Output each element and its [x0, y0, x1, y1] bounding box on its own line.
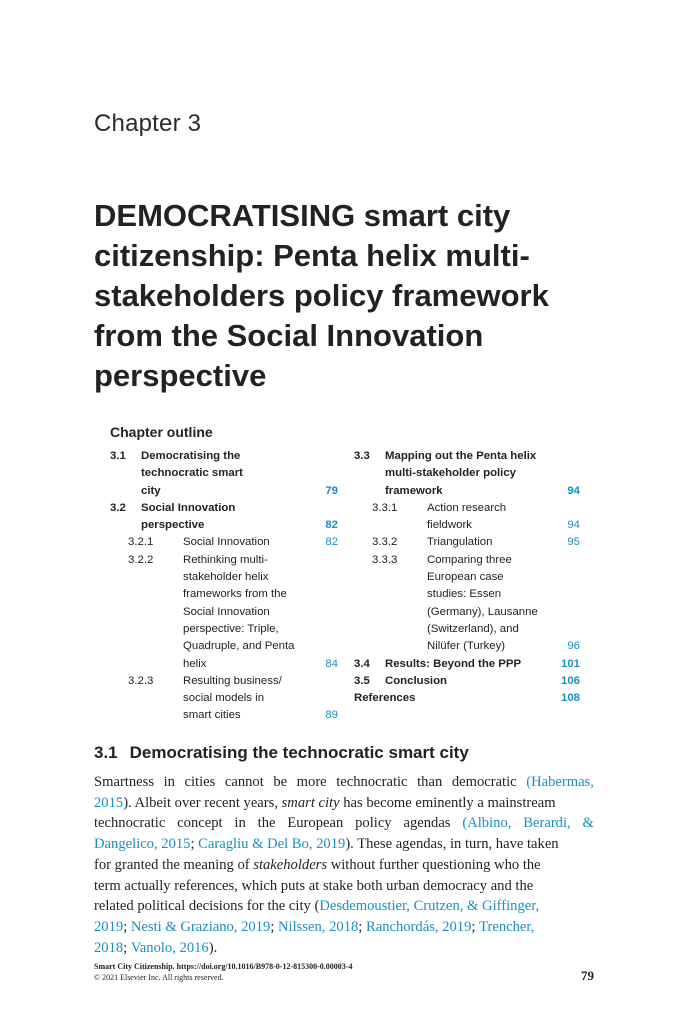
- toc-entry[interactable]: [354, 673, 580, 690]
- citation-link[interactable]: (Habermas,: [526, 774, 594, 790]
- toc-entry-number: 3.2: [110, 501, 126, 514]
- text-line: [94, 896, 594, 917]
- toc-entry[interactable]: [110, 500, 338, 535]
- citation-link[interactable]: 2019: [94, 918, 124, 935]
- word: Smartness: [94, 774, 154, 790]
- chapter-label: Chapter 3: [94, 110, 202, 137]
- toc-entry-number: 3.3: [354, 450, 370, 462]
- text-line: [94, 917, 594, 938]
- citation-link[interactable]: Caragliu & Del Bo, 2019: [198, 836, 346, 853]
- toc-entry-text: Triangulation: [427, 536, 493, 549]
- text-line: [94, 855, 594, 876]
- chapter-title-line: DEMOCRATISING smart city: [94, 198, 511, 233]
- text-span: ). These agendas, in turn, have taken: [345, 836, 559, 853]
- word: concept: [177, 815, 223, 832]
- toc-entry-text: Social Innovation: [183, 536, 270, 549]
- emphasis: smart city: [281, 794, 340, 811]
- outline-heading: Chapter outline: [110, 424, 213, 440]
- page-number: 79: [581, 968, 594, 983]
- text-span: ;: [471, 918, 480, 935]
- toc-entry-text: References: [354, 692, 416, 705]
- toc-entry-text: Resulting business/ social models in smart cities: [183, 674, 282, 722]
- body-paragraph: [94, 772, 594, 958]
- toc-entry-page[interactable]: 89: [325, 709, 338, 722]
- citation-link[interactable]: 2018: [94, 939, 124, 956]
- text-span: ;: [123, 918, 131, 935]
- word: policy: [355, 815, 392, 832]
- toc-right-column: [354, 448, 580, 707]
- word: the: [257, 815, 276, 832]
- text-line: [94, 834, 594, 855]
- citation-link[interactable]: Ranchordás, 2019: [365, 918, 472, 935]
- citation-link[interactable]: Berardi,: [523, 815, 571, 832]
- text-span: for granted the meaning of: [94, 856, 254, 873]
- text-span: has become eminently a mainstream: [339, 794, 556, 811]
- toc-left-column: [110, 448, 338, 725]
- toc-entry[interactable]: [110, 534, 338, 551]
- toc-entry[interactable]: [354, 656, 580, 673]
- toc-entry-number: 3.2.1: [128, 536, 154, 549]
- text-span: ).: [208, 939, 218, 956]
- word: cannot: [224, 774, 264, 790]
- chapter-title-line: stakeholders policy framework: [94, 278, 549, 313]
- emphasis: stakeholders: [253, 856, 328, 873]
- word: agendas: [403, 815, 451, 832]
- toc-entry-text: Comparing three European case studies: Essen (Germany), Lausanne (Switzerland), and Nilüfer (Turkey): [427, 553, 538, 653]
- text-line: [94, 876, 594, 897]
- toc-entry-page[interactable]: 82: [325, 519, 338, 532]
- text-span: ;: [358, 918, 366, 935]
- text-span: without further questioning who the: [327, 856, 541, 873]
- footer-doi[interactable]: Smart City Citizenship. https://doi.org/10.1016/B978-0-12-815300-0.00003-4: [94, 962, 353, 971]
- toc-entry-text: Rethinking multi-stakeholder helix frameworks from the Social Innovation perspective: Triple, Quadruple, and Penta helix: [183, 553, 295, 670]
- word: cities: [184, 774, 216, 790]
- footer-citation: [94, 961, 352, 983]
- citation-link[interactable]: Dangelico, 2015: [94, 836, 191, 853]
- chapter-title: [94, 196, 614, 396]
- toc-entry-page[interactable]: 108: [560, 692, 580, 705]
- toc-entry-text: Social Innovation perspective: [141, 501, 236, 532]
- toc-entry[interactable]: [110, 673, 338, 725]
- word: more: [296, 774, 327, 790]
- toc-entry-page[interactable]: 96: [567, 640, 580, 653]
- toc-entry-page[interactable]: 94: [567, 484, 580, 497]
- toc-entry-number: 3.5: [354, 674, 370, 687]
- text-line: [94, 938, 594, 959]
- toc-entry[interactable]: [110, 552, 338, 673]
- word: in: [234, 815, 246, 832]
- toc-entry[interactable]: [354, 534, 580, 551]
- toc-entry-text: Conclusion: [385, 674, 448, 687]
- section-title: Democratising the technocratic smart city: [129, 743, 469, 762]
- toc-entry[interactable]: [110, 448, 338, 500]
- citation-link[interactable]: Vanolo, 2016: [130, 939, 209, 956]
- chapter-title-line: perspective: [94, 358, 267, 393]
- toc-entry-number: 3.3.3: [372, 553, 398, 566]
- citation-link[interactable]: Nesti & Graziano, 2019: [130, 918, 271, 935]
- toc-entry[interactable]: [354, 552, 580, 656]
- toc-entry-number: 3.2.3: [128, 674, 154, 687]
- citation-link[interactable]: Nilssen, 2018: [278, 918, 359, 935]
- toc-entry-page[interactable]: 79: [325, 484, 338, 497]
- text-span: ;: [190, 836, 199, 853]
- toc-entry-number: 3.4: [354, 657, 370, 670]
- toc-entry-number: 3.2.2: [128, 553, 154, 566]
- toc-entry-page[interactable]: 94: [567, 519, 580, 532]
- toc-entry-text: Results: Beyond the PPP: [385, 657, 522, 670]
- word: technocratic: [94, 815, 166, 832]
- section-number: 3.1: [94, 743, 118, 762]
- citation-link[interactable]: Desdemoustier, Crutzen, & Giffinger,: [319, 898, 540, 915]
- text-span: term actually references, which puts at stake both urban democracy and the: [94, 877, 534, 894]
- text-line: [94, 772, 594, 793]
- text-span: related political decisions for the city (: [94, 898, 320, 915]
- text-span: ;: [270, 918, 279, 935]
- chapter-title-line: from the Social Innovation: [94, 318, 484, 353]
- text-span: ). Albeit over recent years,: [123, 794, 282, 811]
- section-heading: [94, 743, 469, 763]
- toc-entry-text: Action research fieldwork: [427, 501, 507, 532]
- toc-entry-number: 3.3.1: [372, 501, 398, 514]
- toc-entry-page[interactable]: 84: [325, 657, 338, 670]
- text-line: [94, 793, 594, 814]
- word: European: [287, 815, 344, 832]
- citation-link[interactable]: &: [582, 815, 594, 832]
- word: in: [163, 774, 175, 790]
- text-line: [94, 813, 594, 834]
- toc-entry-text: Democratising the technocratic smart city: [141, 450, 243, 497]
- citation-link[interactable]: 2015: [94, 794, 124, 811]
- word: be: [273, 774, 288, 790]
- citation-link[interactable]: Trencher,: [479, 918, 535, 935]
- toc-entry-page[interactable]: 101: [560, 657, 580, 670]
- citation-link[interactable]: (Albino,: [462, 815, 512, 832]
- toc-entry-page[interactable]: 95: [567, 536, 580, 549]
- word: democratic: [451, 774, 517, 790]
- toc-entry[interactable]: [354, 690, 580, 707]
- toc-entry-page[interactable]: 82: [325, 536, 338, 549]
- word: technocratic: [336, 774, 408, 790]
- toc-entry-text: Mapping out the Penta helix multi-stakeholder policy framework: [385, 450, 537, 497]
- text-span: ;: [123, 939, 131, 956]
- footer-copyright: © 2021 Elsevier Inc. All rights reserved.: [94, 973, 224, 982]
- toc-entry[interactable]: [354, 448, 580, 500]
- toc-entry[interactable]: [354, 500, 580, 535]
- chapter-title-line: citizenship: Penta helix multi-: [94, 238, 530, 273]
- toc-entry-number: 3.1: [110, 450, 126, 462]
- toc-entry-page[interactable]: 106: [560, 674, 580, 687]
- word: than: [417, 774, 443, 790]
- toc-entry-number: 3.3.2: [372, 536, 398, 549]
